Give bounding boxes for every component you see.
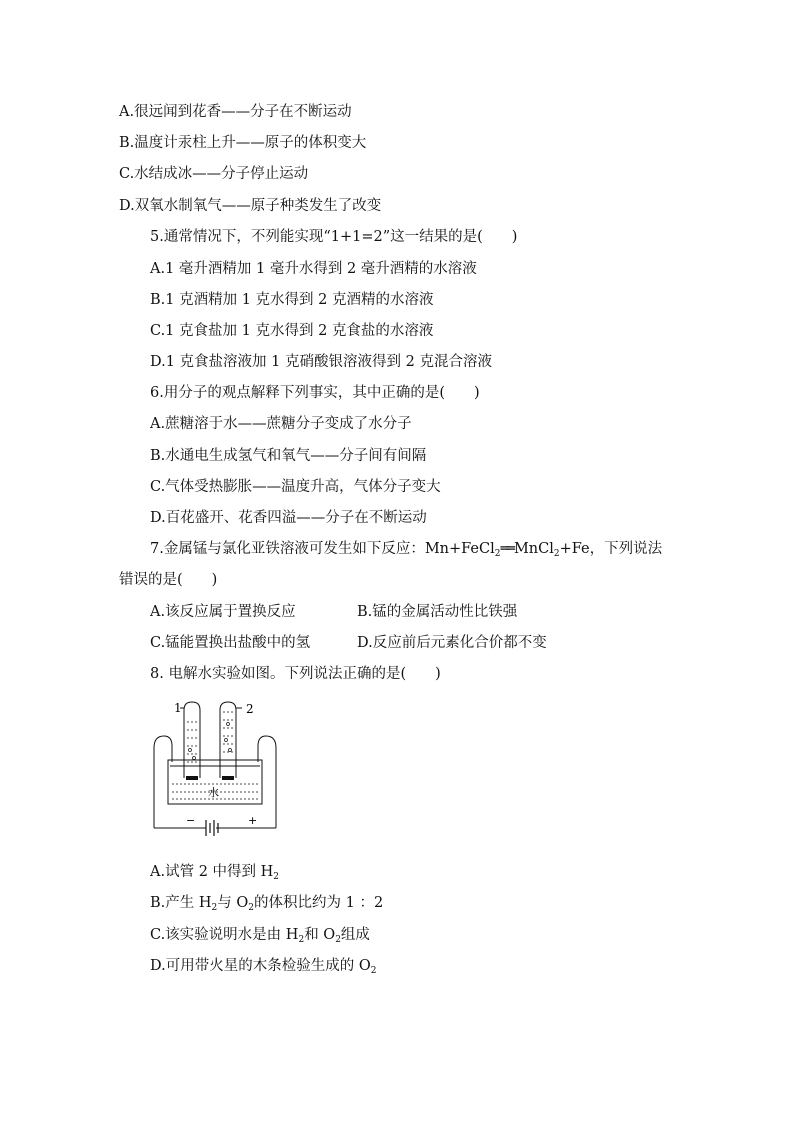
q7-option-d: D.反应前后元素化合价都不变 [357, 635, 547, 651]
q5-option-b: B.1 克酒精加 1 克水得到 2 克酒精的水溶液 [150, 292, 434, 308]
q6-option-c: C.气体受热膨胀——温度升高，气体分子变大 [150, 479, 441, 495]
q5-stem: 5.通常情况下，不列能实现“1+1=2”这一结果的是( ) [150, 229, 518, 245]
tube-1-label: 1 [174, 701, 182, 715]
q8-stem: 8. 电解水实验如图。下列说法正确的是( ) [150, 666, 441, 682]
q6-stem: 6.用分子的观点解释下列事实，其中正确的是( ) [150, 385, 480, 401]
q8-option-c: C.该实验说明水是由 $H_2$和 $O_2$组成 [150, 927, 370, 945]
q8-option-b: B.产生 $H_2$与 $O_2$的体积比约为 1 ：2 [150, 895, 384, 913]
q7-stem-line2: 错误的是( ) [119, 572, 218, 588]
q4-option-d: D.双氧水制氧气——原子种类发生了改变 [119, 198, 382, 214]
q7-option-a: A.该反应属于置换反应 [150, 604, 296, 620]
negative-terminal-label: − [186, 814, 196, 827]
water-label: 水 [208, 786, 219, 799]
q5-option-a: A.1 毫升酒精加 1 毫升水得到 2 毫升酒精的水溶液 [150, 261, 477, 277]
q4-option-a: A.很远闻到花香——分子在不断运动 [119, 104, 352, 120]
q7-stem: 7.金属锰与氯化亚铁溶液可发生如下反应：Mn+FeCl$_2$══ MnCl$_2$+Fe，下列说法 [150, 541, 663, 559]
q5-option-c: C.1 克食盐加 1 克水得到 2 克食盐的水溶液 [150, 323, 434, 339]
q8-option-a: A.试管 2 中得到 $H_2$ [150, 864, 280, 882]
q8-option-d: D.可用带火星的木条检验生成的 $O_2$ [150, 958, 377, 976]
q6-option-b: B.水通电生成氢气和氧气——分子间有间隔 [150, 448, 427, 464]
q4-option-b: B.温度计汞柱上升——原子的体积变大 [119, 135, 367, 151]
q6-option-d: D.百花盛开、花香四溢——分子在不断运动 [150, 510, 427, 526]
positive-terminal-label: + [248, 814, 258, 827]
tube-2-label: 2 [246, 702, 254, 716]
q5-option-d: D.1 克食盐溶液加 1 克硝酸银溶液得到 2 克混合溶液 [150, 354, 492, 370]
q6-option-a: A.蔗糖溶于水——蔗糖分子变成了水分子 [150, 416, 412, 432]
q4-option-c: C.水结成冰——分子停止运动 [119, 166, 309, 182]
q7-option-b: B.锰的金属活动性比铁强 [357, 604, 518, 620]
q7-option-c: C.锰能置换出盐酸中的氢 [150, 635, 311, 651]
electrolysis-diagram [150, 700, 280, 836]
